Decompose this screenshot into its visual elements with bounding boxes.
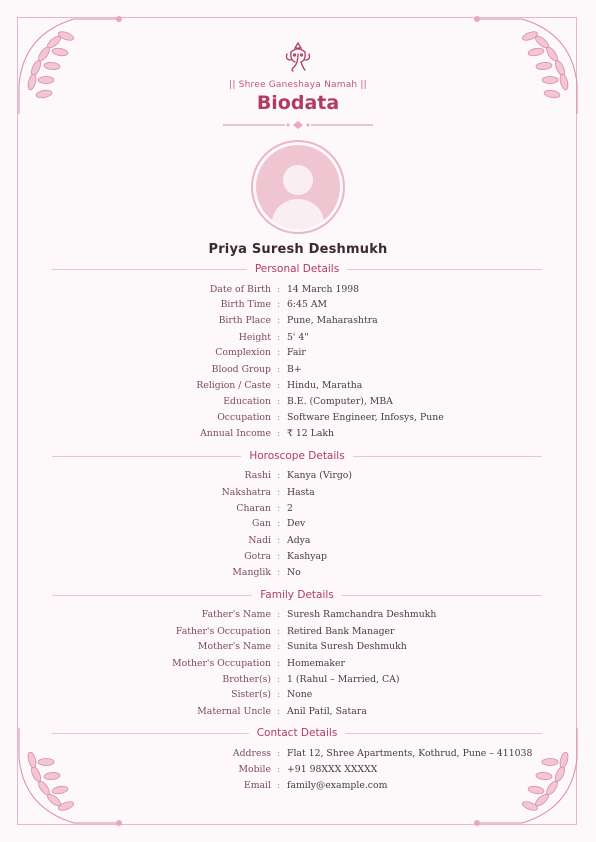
detail-row: Religion / Caste : Hindu, Maratha — [196, 380, 363, 391]
detail-row: Manglik : No — [232, 567, 301, 578]
detail-row: Gotra : Kashyap — [244, 551, 327, 562]
detail-row: Gan : Dev — [252, 518, 306, 529]
biodata-header — [0, 40, 596, 257]
detail-row: Height : 5' 4" — [238, 332, 309, 343]
leaf-vine-icon — [14, 728, 124, 828]
detail-row: Maternal Uncle : Anil Patil, Satara — [197, 706, 367, 717]
section-title-contact: Contact Details — [52, 726, 542, 740]
candidate-name: Priya Suresh Deshmukh — [208, 242, 388, 257]
detail-row: Brother(s) : 1 (Rahul – Married, CA) — [222, 674, 400, 685]
detail-row: Father's Name : Suresh Ramchandra Deshmukh — [201, 609, 437, 620]
detail-row: Father's Occupation : Retired Bank Manager — [175, 626, 395, 637]
detail-row: Birth Place : Pune, Maharashtra — [218, 315, 378, 326]
detail-row: Date of Birth : 14 March 1998 — [209, 284, 360, 295]
detail-row: Mobile : +91 98XXX XXXXX — [238, 764, 378, 775]
detail-row: Email : family@example.com — [243, 780, 388, 791]
detail-row: Annual Income : ₹ 12 Lakh — [200, 428, 334, 439]
detail-row: Complexion : Fair — [215, 347, 306, 358]
detail-row: Sister(s) : None — [231, 689, 313, 700]
detail-row: Charan : 2 — [236, 503, 293, 514]
detail-row: Address : Flat 12, Shree Apartments, Kothrud, Pune – 411038 — [232, 748, 533, 759]
invocation-text: || Shree Ganeshaya Namah || — [229, 80, 367, 90]
detail-row: Nakshatra : Hasta — [221, 487, 315, 498]
detail-row: Rashi : Kanya (Virgo) — [244, 470, 352, 481]
profile-photo-frame — [251, 140, 345, 234]
detail-row: Mother's Name : Sunita Suresh Deshmukh — [197, 641, 407, 652]
page-title: Biodata — [256, 92, 340, 114]
detail-row: Mother's Occupation : Homemaker — [172, 658, 345, 669]
title-divider — [223, 120, 373, 130]
person-placeholder-icon — [256, 145, 340, 229]
section-title-family: Family Details — [52, 588, 542, 602]
detail-row: Birth Time : 6:45 AM — [220, 299, 328, 310]
leaf-vine-icon — [472, 728, 582, 828]
detail-row: Occupation : Software Engineer, Infosys, Pune — [217, 412, 444, 423]
detail-row: Blood Group : B+ — [211, 364, 302, 375]
detail-row: Education : B.E. (Computer), MBA — [223, 396, 393, 407]
ganesha-icon — [281, 40, 315, 74]
section-title-personal: Personal Details — [52, 262, 542, 276]
detail-row: Nadi : Adya — [248, 535, 311, 546]
section-title-horoscope: Horoscope Details — [52, 449, 542, 463]
